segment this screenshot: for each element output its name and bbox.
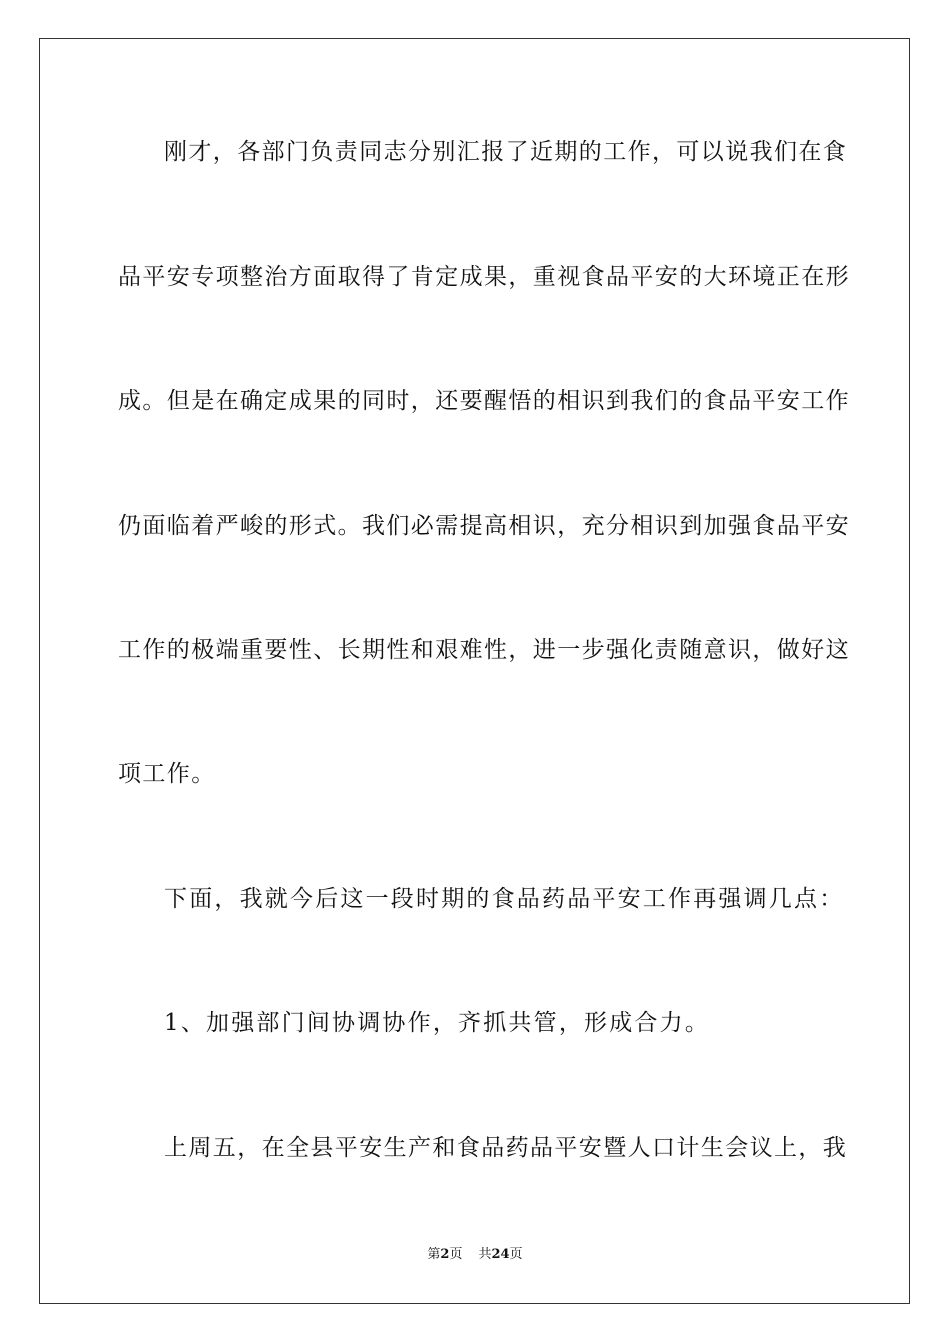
page-suffix: 页 (449, 1247, 463, 1262)
page-prefix: 第 (427, 1247, 441, 1262)
paragraph-line: 项工作。 (118, 761, 216, 787)
total-suffix: 页 (509, 1247, 523, 1262)
paragraph-line: 品平安专项整治方面取得了肯定成果，重视食品平安的大环境正在形 (118, 264, 850, 290)
paragraph-line: 仍面临着严峻的形式。我们必需提高相识，充分相识到加强食品平安 (118, 513, 850, 539)
paragraph-line: 成。但是在确定成果的同时，还要醒悟的相识到我们的食品平安工作 (118, 388, 850, 414)
paragraph-line: 下面，我就今后这一段时期的食品药品平安工作再强调几点： (164, 886, 845, 912)
section-heading: 1、加强部门间协调协作，齐抓共管，形成合力。 (164, 1010, 711, 1036)
page-border (39, 38, 910, 1304)
page-footer (0, 1246, 950, 1264)
paragraph-line: 上周五，在全县平安生产和食品药品平安暨人口计生会议上，我 (164, 1135, 848, 1161)
paragraph-line: 工作的极端重要性、长期性和艰难性，进一步强化责随意识，做好这 (118, 637, 850, 663)
total-prefix: 共 (478, 1247, 492, 1262)
total-pages: 24 (491, 1247, 510, 1262)
page-number: 2 (440, 1247, 450, 1262)
paragraph-line: 刚才，各部门负责同志分别汇报了近期的工作，可以说我们在食 (164, 139, 848, 165)
